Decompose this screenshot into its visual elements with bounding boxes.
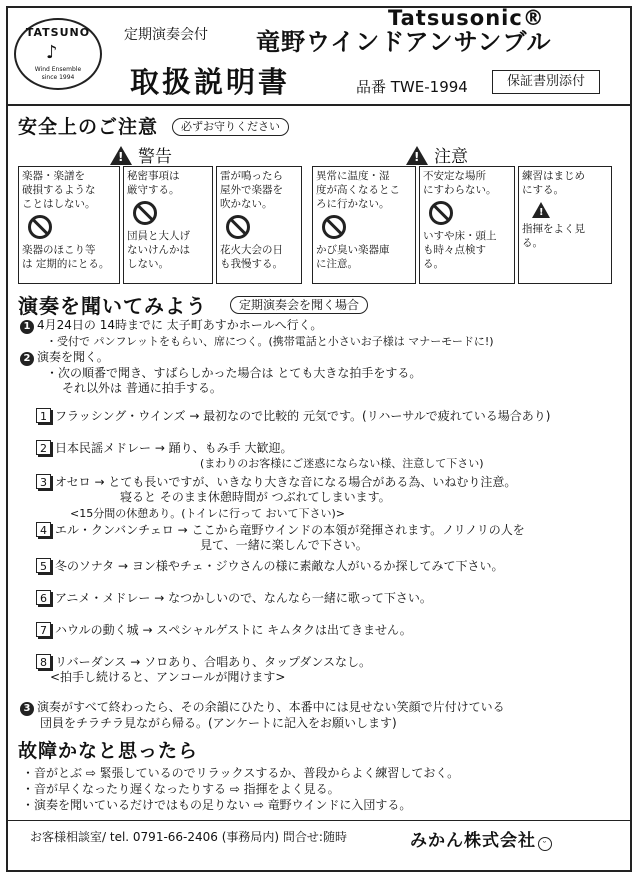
listen-note: 定期演奏会を聞く場合 [230,296,368,314]
trouble-title: 故障かなと思ったら [18,740,199,762]
program-item-note: (まわりのお客様にご迷惑にならない様、注意して下さい) [200,457,484,470]
prohibited-icon [429,201,453,225]
program-item-note: 寝ると そのまま休憩時間が つぶれてしまいます。 [120,490,391,504]
step-3: 3 演奏がすべて終わったら、その余韻にひたり、本番中には見せない笑顔で片付けている [20,700,505,716]
caution-box: 練習はまじめ にする。 ! 指揮をよく見 る。 [518,166,612,284]
caution-icon [406,146,428,165]
trouble-item: ・音がとぶ ⇨ 緊張しているのでリラックスするか、普段からよく練習しておく。 [22,766,460,780]
step-3-sub: 団員をチラチラ見ながら帰る。(アンケートに記入をお願いします) [40,716,397,730]
band-name: 竜野ウインドアンサンブル [256,28,552,56]
step-2-sub: それ以外は 普通に拍手する。 [62,381,222,395]
prohibited-icon [322,215,346,239]
warning-box: 楽器・楽譜を 破損するような ことはしない。 楽器のほこり等 は 定期的にとる。 [18,166,120,284]
listen-title: 演奏を聞いてみよう [18,294,207,318]
warning-box: 雷が鳴ったら 屋外で楽器を 吹かない。 花火大会の日 も我慢する。 [216,166,302,284]
saxophone-icon: ♪ [46,42,58,63]
step-1: 1 4月24日の 14時までに 太子町あすかホールへ行く。 [20,318,322,334]
logo-sub: Wind Ensemble [34,66,82,73]
band-logo [14,18,102,90]
footer-divider [6,820,632,821]
logo-since: since 1994 [41,74,75,81]
program-item: 6 アニメ・メドレー → なつかしいので、なんなら一緒に歌って下さい。 [36,590,432,606]
prohibited-icon [226,215,250,239]
program-item: 1 フラッシング・ウインズ → 最初なので比較的 元気です。(リハーサルで疲れている場合あり) [36,408,550,424]
caution-box: 不安定な場所 にすわらない。 いすや床・頭上 も時々点検す る。 [419,166,515,284]
intermission-note: <15分間の休憩あり。(トイレに行って おいて下さい)> [70,507,345,520]
trouble-item: ・音が早くなったり遅くなったりする ⇨ 指揮をよく見る。 [22,782,340,796]
smile-icon: ᵕ [538,837,552,851]
caution-heading: ! 注意 [406,142,468,167]
brand-name: Tatsusonic® [388,6,545,30]
encore-note: <拍手し続けると、アンコールが聞けます> [50,670,286,684]
program-item: 8 リバーダンス → ソロあり、合唱あり、タップダンスなし。 [36,654,371,670]
step-2-sub: ・次の順番で聞き、すばらしかった場合は とても大きな拍手をする。 [46,366,422,380]
safety-note: 必ずお守りください [172,118,289,136]
logo-name: TATSUNO [25,26,91,39]
program-item-note: 見て、一緒に楽しんで下さい。 [200,538,368,552]
safety-title: 安全上のご注意 [18,116,159,138]
page-title: 取扱説明書 [130,65,291,99]
caution-icon [532,202,550,218]
prohibited-icon [133,201,157,225]
warning-box: 秘密事項は 厳守する。 団員と大人げ ないけんかは しない。 [123,166,213,284]
step-2: 2 演奏を聞く。 [20,350,109,366]
program-item: 5 冬のソナタ → ヨン様やチェ・ジウさんの様に素敵な人がいるか探してみて下さい。 [36,558,504,574]
prohibited-icon [28,215,52,239]
trouble-item: ・演奏を聞いているだけではもの足りない ⇨ 竜野ウインドに入団する。 [22,798,412,812]
subtitle: 定期演奏会付 [124,27,208,43]
program-item: 4 エル・クンバンチェロ → ここから竜野ウインドの本領が発揮されます。ノリノリの人を [36,522,525,538]
contact-info: お客様相談室/ tel. 0791-66-2406 (事務局内) 問合せ:随時 [30,830,347,844]
warranty-badge: 保証書別添付 [492,70,600,94]
model-number: 品番 TWE-1994 [356,78,468,96]
program-item: 7 ハウルの動く城 → スペシャルゲストに キムタクは出てきません。 [36,622,412,638]
program-item: 3 オセロ → とても長いですが、いきなり大きな音になる場合がある為、いねむり注意。 [36,474,516,490]
company-name: みかん株式会社 ᵕ [410,826,552,851]
program-item: 2 日本民謡メドレー → 踊り、もみ手 大歓迎。 [36,440,293,456]
caution-box: 異常に温度・湿 度が高くなるとこ ろに行かない。 かび臭い楽器庫 に注意。 [312,166,416,284]
warning-icon [110,146,132,165]
warning-heading: !警告 [110,142,172,167]
header-divider [6,104,632,106]
step-1-sub: ・受付で パンフレットをもらい、席につく。(携帯電話と小さいお子様は マナーモードに!) [46,335,494,348]
